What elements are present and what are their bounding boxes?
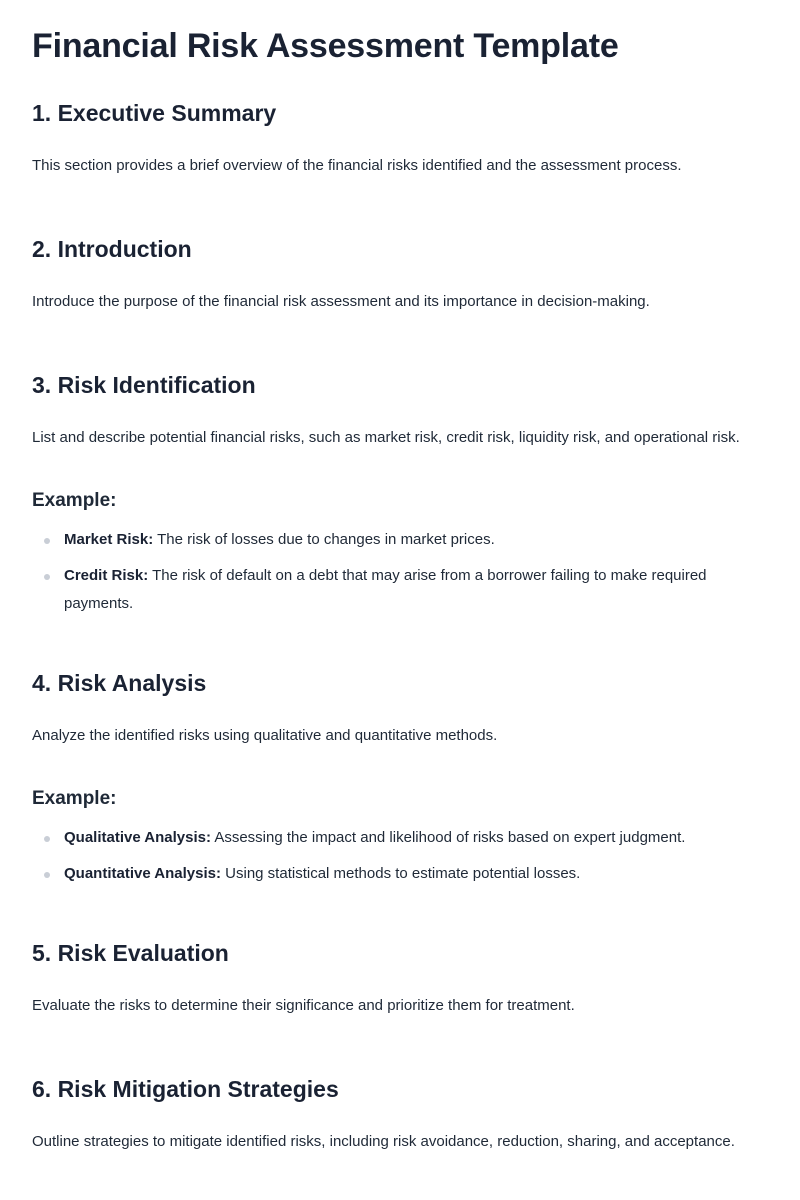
bullet-icon <box>44 836 50 842</box>
bullet-icon <box>44 538 50 544</box>
bullet-icon <box>44 872 50 878</box>
section-text-risk-mitigation-strategies: Outline strategies to mitigate identified risks, including risk avoidance, reduction, sharing, and acceptance. <box>32 1133 735 1150</box>
list-item-term: Quantitative Analysis: <box>64 865 221 882</box>
section-heading-risk-analysis: 4. Risk Analysis <box>32 670 207 696</box>
section-heading-executive-summary: 1. Executive Summary <box>32 100 277 126</box>
list-item-term: Credit Risk: <box>64 567 149 584</box>
section-text-risk-identification: List and describe potential financial risks, such as market risk, credit risk, liquidity risk, and operational risk. <box>32 429 740 446</box>
list-item-term: Qualitative Analysis: <box>64 829 211 846</box>
list-item <box>32 860 768 888</box>
list-item <box>32 562 768 618</box>
list-item-description: The risk of default on a debt that may arise from a borrower failing to make required payments. <box>64 567 707 612</box>
page-title: Financial Risk Assessment Template <box>32 27 619 65</box>
section-text-risk-analysis: Analyze the identified risks using qualitative and quantitative methods. <box>32 727 498 744</box>
section-text-introduction: Introduce the purpose of the financial risk assessment and its importance in decision-making. <box>32 293 650 310</box>
list-item <box>32 824 768 852</box>
example-list <box>32 526 768 618</box>
example-heading: Example: <box>32 788 117 809</box>
example-heading: Example: <box>32 490 117 511</box>
section-heading-risk-evaluation: 5. Risk Evaluation <box>32 940 229 966</box>
list-item-description: The risk of losses due to changes in market prices. <box>153 531 495 548</box>
section-heading-risk-mitigation-strategies: 6. Risk Mitigation Strategies <box>32 1076 339 1102</box>
section-heading-risk-identification: 3. Risk Identification <box>32 372 256 398</box>
list-item-description: Using statistical methods to estimate potential losses. <box>221 865 581 882</box>
section-text-risk-evaluation: Evaluate the risks to determine their significance and prioritize them for treatment. <box>32 997 575 1014</box>
bullet-icon <box>44 574 50 580</box>
list-item <box>32 526 768 554</box>
list-item-term: Market Risk: <box>64 531 154 548</box>
example-list <box>32 824 768 888</box>
section-heading-introduction: 2. Introduction <box>32 236 192 262</box>
section-text-executive-summary: This section provides a brief overview of the financial risks identified and the assessment process. <box>32 157 682 174</box>
list-item-description: Assessing the impact and likelihood of risks based on expert judgment. <box>211 829 686 846</box>
